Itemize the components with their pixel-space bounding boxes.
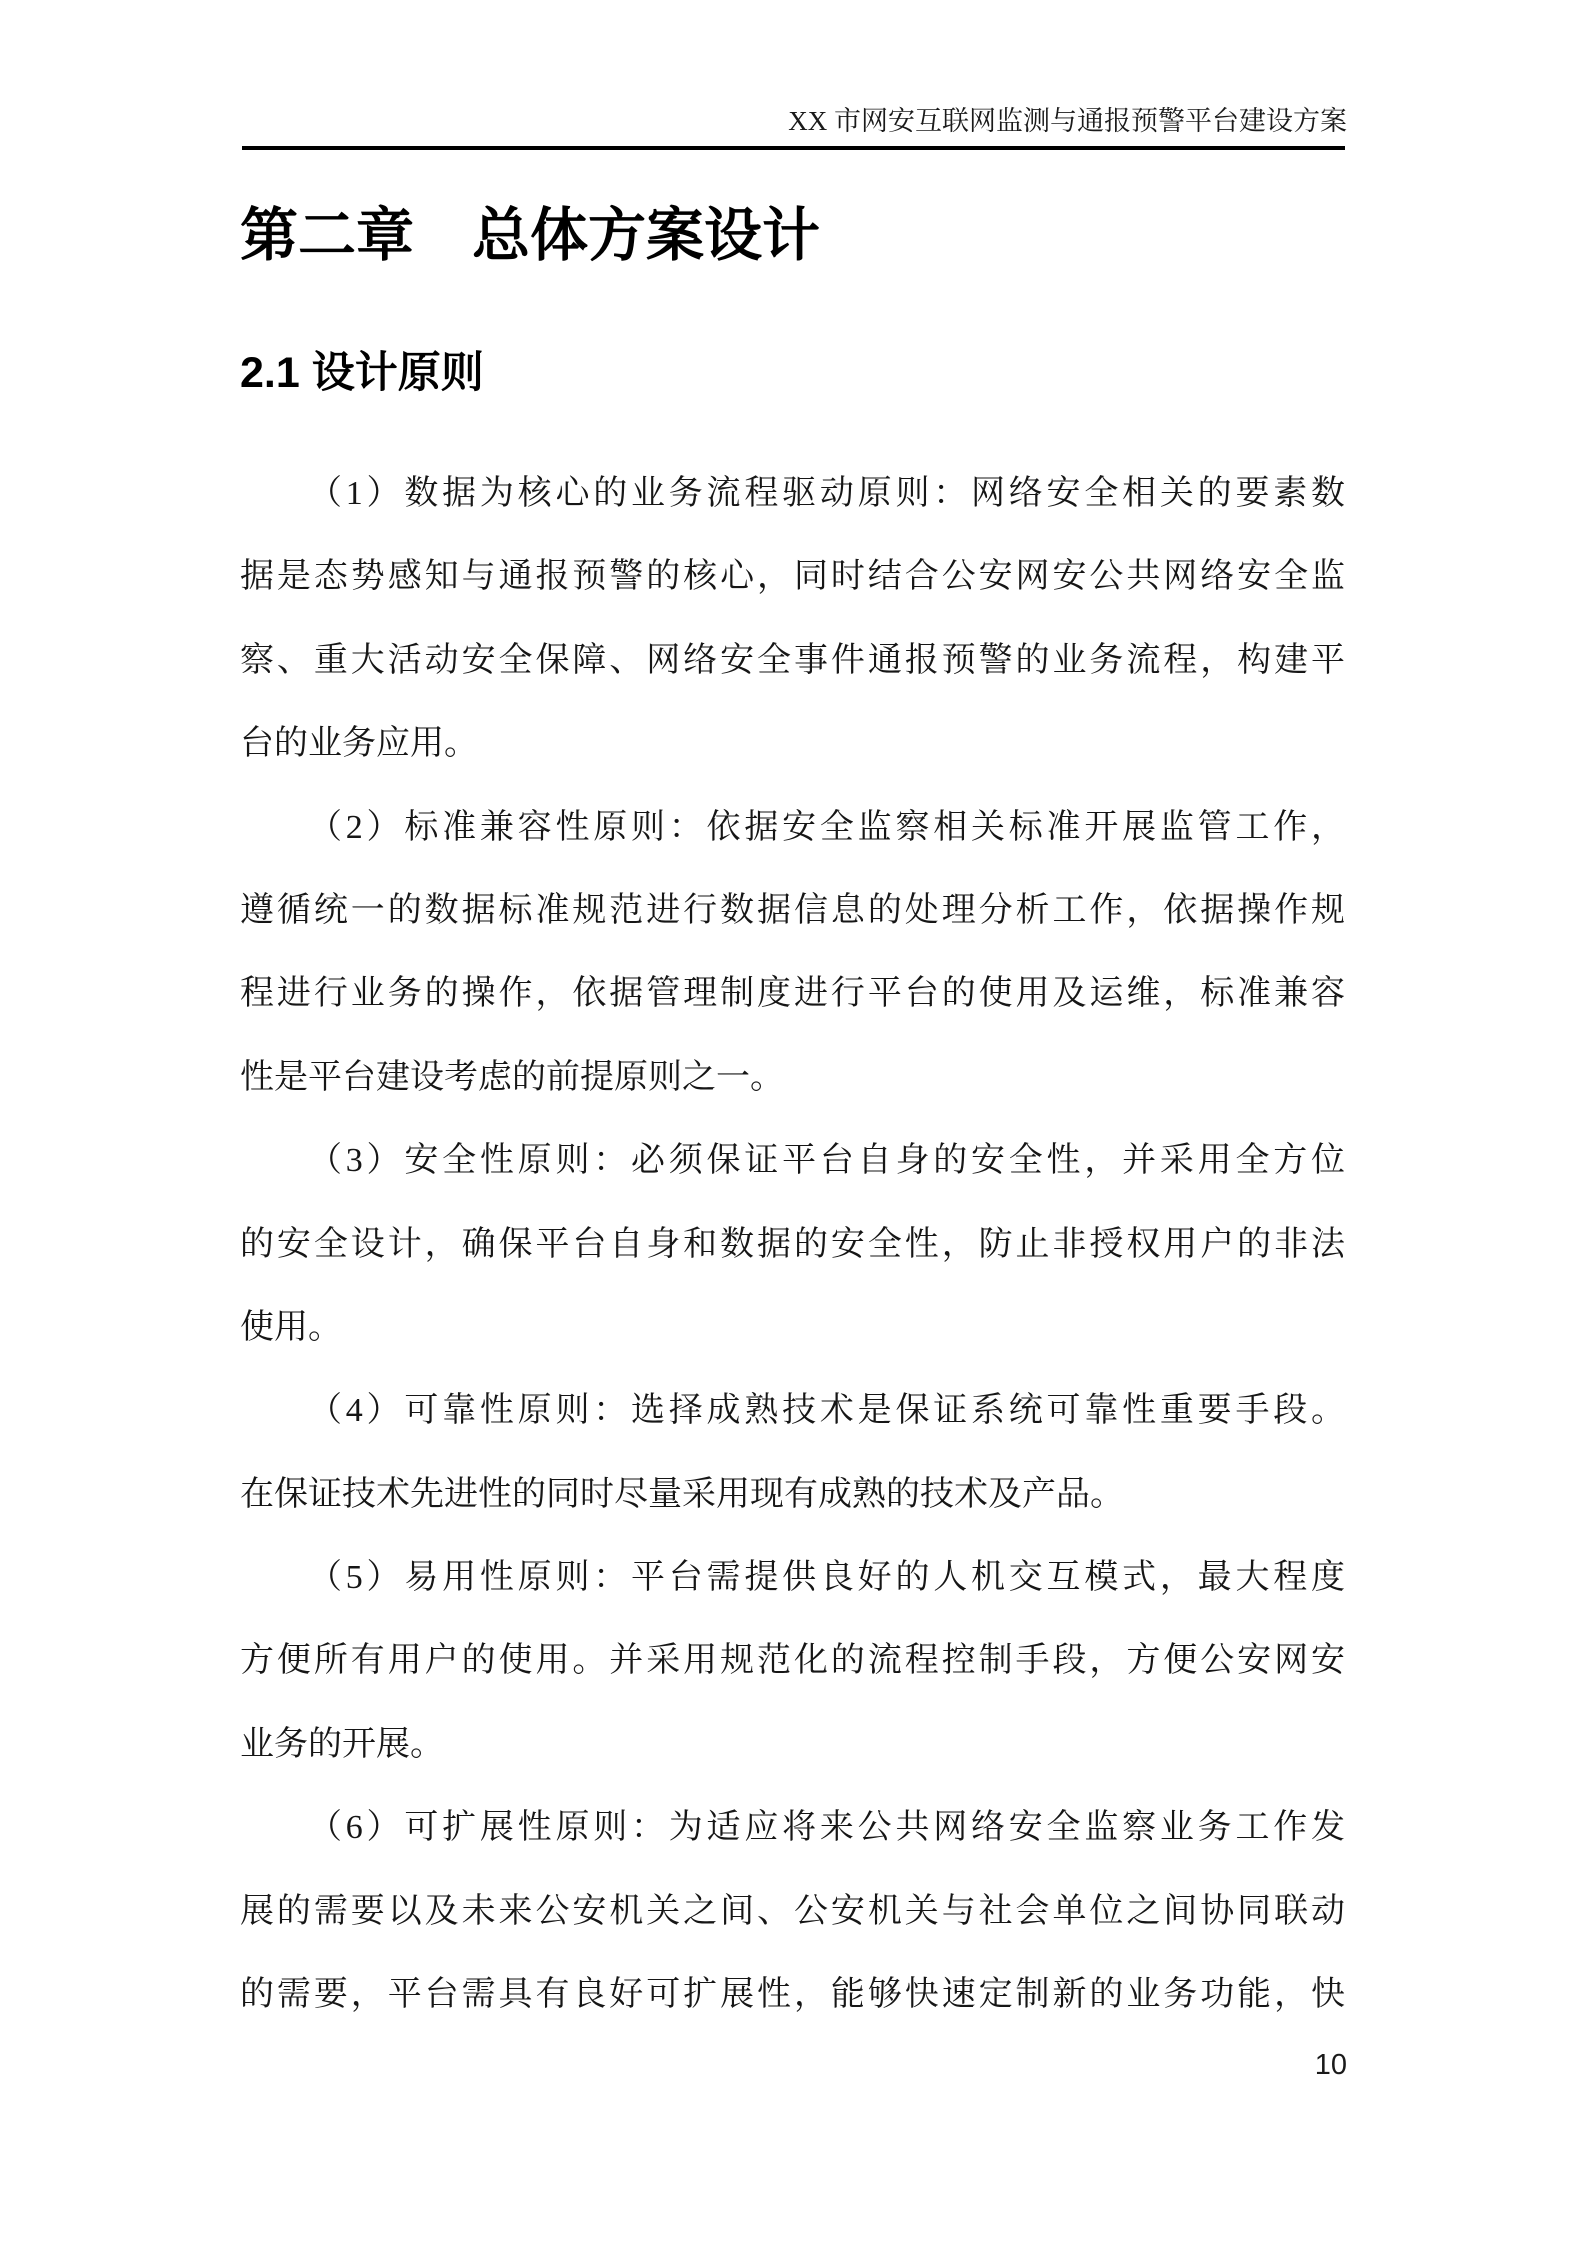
body-line: 展的需要以及未来公安机关之间、公安机关与社会单位之间协同联动 <box>240 1892 1345 1930</box>
body-line: 据是态势感知与通报预警的核心，同时结合公安网安公共网络安全监 <box>240 558 1345 596</box>
body-line: （1）数据为核心的业务流程驱动原则：网络安全相关的要素数 <box>308 475 1345 512</box>
paragraph <box>240 1786 1345 2036</box>
section-heading: 2.1 设计原则 <box>240 349 484 397</box>
body-text <box>240 452 1345 2036</box>
body-line: （6）可扩展性原则：为适应将来公共网络安全监察业务工作发 <box>308 1809 1345 1847</box>
body-line: 察、重大活动安全保障、网络安全事件通报预警的业务流程，构建平 <box>240 641 1345 679</box>
body-line: （4）可靠性原则：选择成熟技术是保证系统可靠性重要手段。 <box>308 1392 1345 1430</box>
paragraph <box>240 786 1345 1120</box>
body-line: 性是平台建设考虑的前提原则之一。 <box>240 1058 784 1096</box>
paragraph <box>240 452 1345 786</box>
page-header-title: XX 市网安互联网监测与通报预警平台建设方案 <box>788 106 1347 136</box>
body-line: 遵循统一的数据标准规范进行数据信息的处理分析工作，依据操作规 <box>240 891 1345 929</box>
paragraph <box>240 1369 1345 1536</box>
body-line: （5）易用性原则：平台需提供良好的人机交互模式，最大程度 <box>308 1559 1345 1597</box>
paragraph <box>240 1536 1345 1786</box>
body-line: （2）标准兼容性原则：依据安全监察相关标准开展监管工作， <box>308 808 1345 846</box>
body-line: 方便所有用户的使用。并采用规范化的流程控制手段，方便公安网安 <box>240 1642 1345 1680</box>
page-number: 10 <box>1314 2049 1347 2081</box>
header-divider <box>242 146 1345 150</box>
body-line: 在保证技术先进性的同时尽量采用现有成熟的技术及产品。 <box>240 1475 1124 1513</box>
body-line: 业务的开展。 <box>240 1725 444 1763</box>
paragraph <box>240 1119 1345 1369</box>
body-line: 使用。 <box>240 1308 342 1346</box>
body-line: 的安全设计，确保平台自身和数据的安全性，防止非授权用户的非法 <box>240 1225 1345 1263</box>
body-line: 台的业务应用。 <box>240 725 478 763</box>
body-line: （3）安全性原则：必须保证平台自身的安全性，并采用全方位 <box>308 1142 1345 1180</box>
body-line: 程进行业务的操作，依据管理制度进行平台的使用及运维，标准兼容 <box>240 975 1345 1013</box>
chapter-title: 第二章 总体方案设计 <box>240 203 821 268</box>
body-line: 的需要，平台需具有良好可扩展性，能够快速定制新的业务功能，快 <box>240 1976 1345 2014</box>
